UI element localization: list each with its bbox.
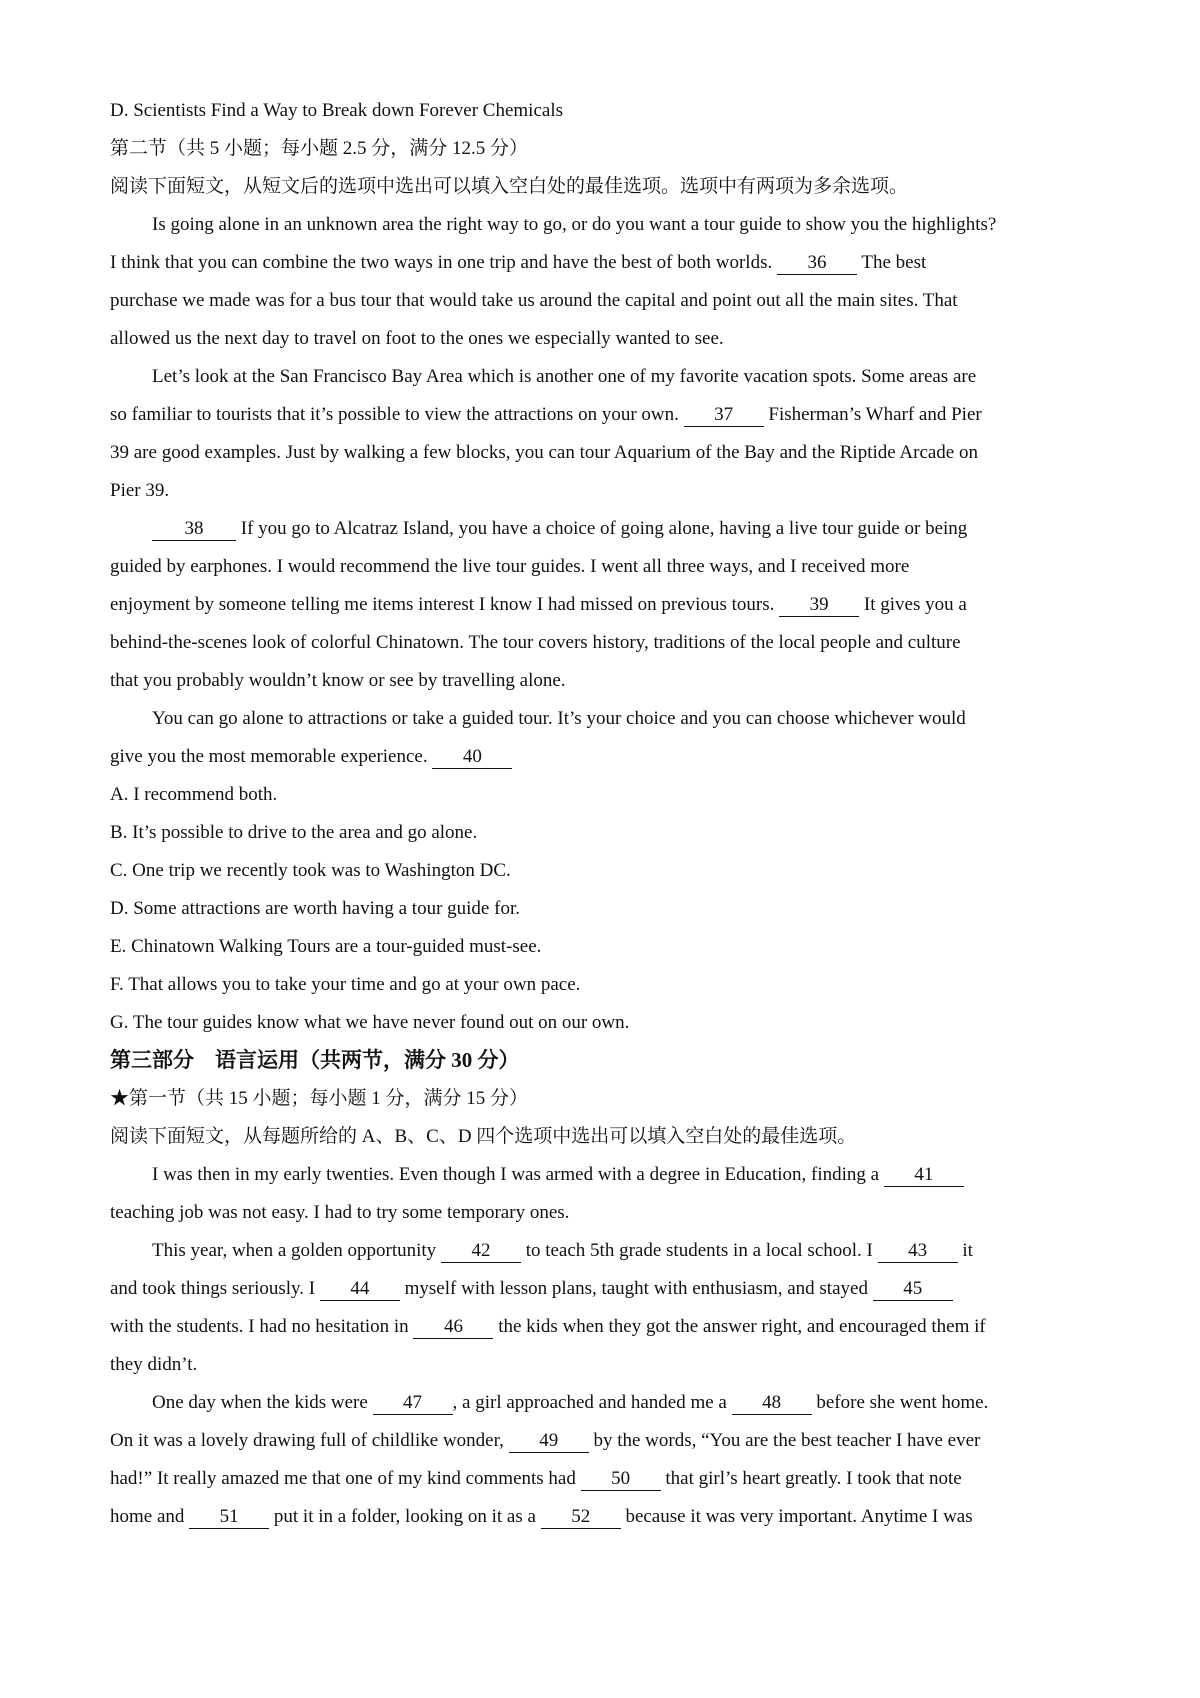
blank-37[interactable]: 37 xyxy=(684,404,764,427)
passage1-line: Pier 39. xyxy=(110,480,170,501)
option-a: A. I recommend both. xyxy=(110,784,278,805)
blank-40[interactable]: 40 xyxy=(432,746,512,769)
passage1-line: purchase we made was for a bus tour that would take us around the capital and point out all the main sites. That xyxy=(110,290,958,311)
blank-47[interactable]: 47 xyxy=(373,1392,453,1415)
passage1-line: that you probably wouldn’t know or see by travelling alone. xyxy=(110,670,566,691)
passage2-line: On it was a lovely drawing full of childlike wonder, 49 by the words, “You are the best teacher I have ever xyxy=(110,1430,981,1451)
passage2-line: and took things seriously. I 44 myself with lesson plans, taught with enthusiasm, and stayed 45 xyxy=(110,1277,953,1301)
prev-option-d: D. Scientists Find a Way to Break down Forever Chemicals xyxy=(110,100,563,121)
blank-41[interactable]: 41 xyxy=(884,1164,964,1187)
blank-52[interactable]: 52 xyxy=(541,1506,621,1529)
passage2-line: One day when the kids were 47 , a girl approached and handed me a 48 before she went home. xyxy=(152,1392,989,1413)
passage2-line: they didn’t. xyxy=(110,1354,198,1375)
passage1-line: I think that you can combine the two ways in one trip and have the best of both worlds. 36 The best xyxy=(110,252,927,273)
blank-42[interactable]: 42 xyxy=(441,1240,521,1263)
blank-46[interactable]: 46 xyxy=(413,1316,493,1339)
blank-43[interactable]: 43 xyxy=(878,1240,958,1263)
section2-heading: 第二节（共 5 小题；每小题 2.5 分，满分 12.5 分） xyxy=(110,138,529,159)
blank-38[interactable]: 38 xyxy=(152,518,236,541)
passage2-line: had!” It really amazed me that one of my kind comments had 50 that girl’s heart greatly. I took that note xyxy=(110,1468,962,1489)
blank-45[interactable]: 45 xyxy=(873,1278,953,1301)
passage1-line: Is going alone in an unknown area the right way to go, or do you want a tour guide to show you the highlights? xyxy=(152,214,997,235)
passage1-line: Let’s look at the San Francisco Bay Area which is another one of my favorite vacation spots. Some areas are xyxy=(152,366,977,387)
passage1-line: You can go alone to attractions or take a guided tour. It’s your choice and you can choose whichever would xyxy=(152,708,966,729)
option-d: D. Some attractions are worth having a tour guide for. xyxy=(110,898,520,919)
blank-48[interactable]: 48 xyxy=(732,1392,812,1415)
option-b: B. It’s possible to drive to the area and go alone. xyxy=(110,822,478,843)
blank-36[interactable]: 36 xyxy=(777,252,857,275)
passage1-line: 38 If you go to Alcatraz Island, you have a choice of going alone, having a live tour guide or being xyxy=(152,517,967,541)
option-c: C. One trip we recently took was to Washington DC. xyxy=(110,860,511,881)
part3-section1-heading: ★第一节（共 15 小题；每小题 1 分，满分 15 分） xyxy=(110,1088,529,1109)
passage1-line: behind-the-scenes look of colorful Chinatown. The tour covers history, traditions of the local people and culture xyxy=(110,632,961,653)
part3-instruction: 阅读下面短文，从每题所给的 A、B、C、D 四个选项中选出可以填入空白处的最佳选项。 xyxy=(110,1126,857,1147)
section2-instruction: 阅读下面短文，从短文后的选项中选出可以填入空白处的最佳选项。选项中有两项为多余选项。 xyxy=(110,176,909,197)
passage1-line: allowed us the next day to travel on foot to the ones we especially wanted to see. xyxy=(110,328,724,349)
blank-51[interactable]: 51 xyxy=(189,1506,269,1529)
passage1-line: so familiar to tourists that it’s possible to view the attractions on your own. 37 Fisherman’s Wharf and Pier xyxy=(110,404,982,425)
passage2-line: home and 51 put it in a folder, looking on it as a 52 because it was very important. Anytime I was xyxy=(110,1506,973,1527)
passage1-line: guided by earphones. I would recommend the live tour guides. I went all three ways, and I received more xyxy=(110,556,910,577)
passage2-line: teaching job was not easy. I had to try some temporary ones. xyxy=(110,1202,570,1223)
part3-heading: 第三部分 语言运用（共两节，满分 30 分） xyxy=(110,1048,520,1072)
option-e: E. Chinatown Walking Tours are a tour-guided must-see. xyxy=(110,936,542,957)
option-g: G. The tour guides know what we have never found out on our own. xyxy=(110,1012,630,1033)
passage1-line: give you the most memorable experience. 40 xyxy=(110,745,512,769)
blank-50[interactable]: 50 xyxy=(581,1468,661,1491)
passage2-line: with the students. I had no hesitation in 46 the kids when they got the answer right, and encouraged them if xyxy=(110,1316,986,1337)
passage1-line: 39 are good examples. Just by walking a few blocks, you can tour Aquarium of the Bay and the Riptide Arcade on xyxy=(110,442,978,463)
blank-39[interactable]: 39 xyxy=(779,594,859,617)
option-f: F. That allows you to take your time and go at your own pace. xyxy=(110,974,581,995)
passage2-line: I was then in my early twenties. Even though I was armed with a degree in Education, finding a 41 xyxy=(152,1163,964,1187)
passage1-line: enjoyment by someone telling me items interest I know I had missed on previous tours. 39 It gives you a xyxy=(110,594,967,615)
blank-44[interactable]: 44 xyxy=(320,1278,400,1301)
blank-49[interactable]: 49 xyxy=(509,1430,589,1453)
passage2-line: This year, when a golden opportunity 42 to teach 5th grade students in a local school. I 43 it xyxy=(152,1240,973,1261)
